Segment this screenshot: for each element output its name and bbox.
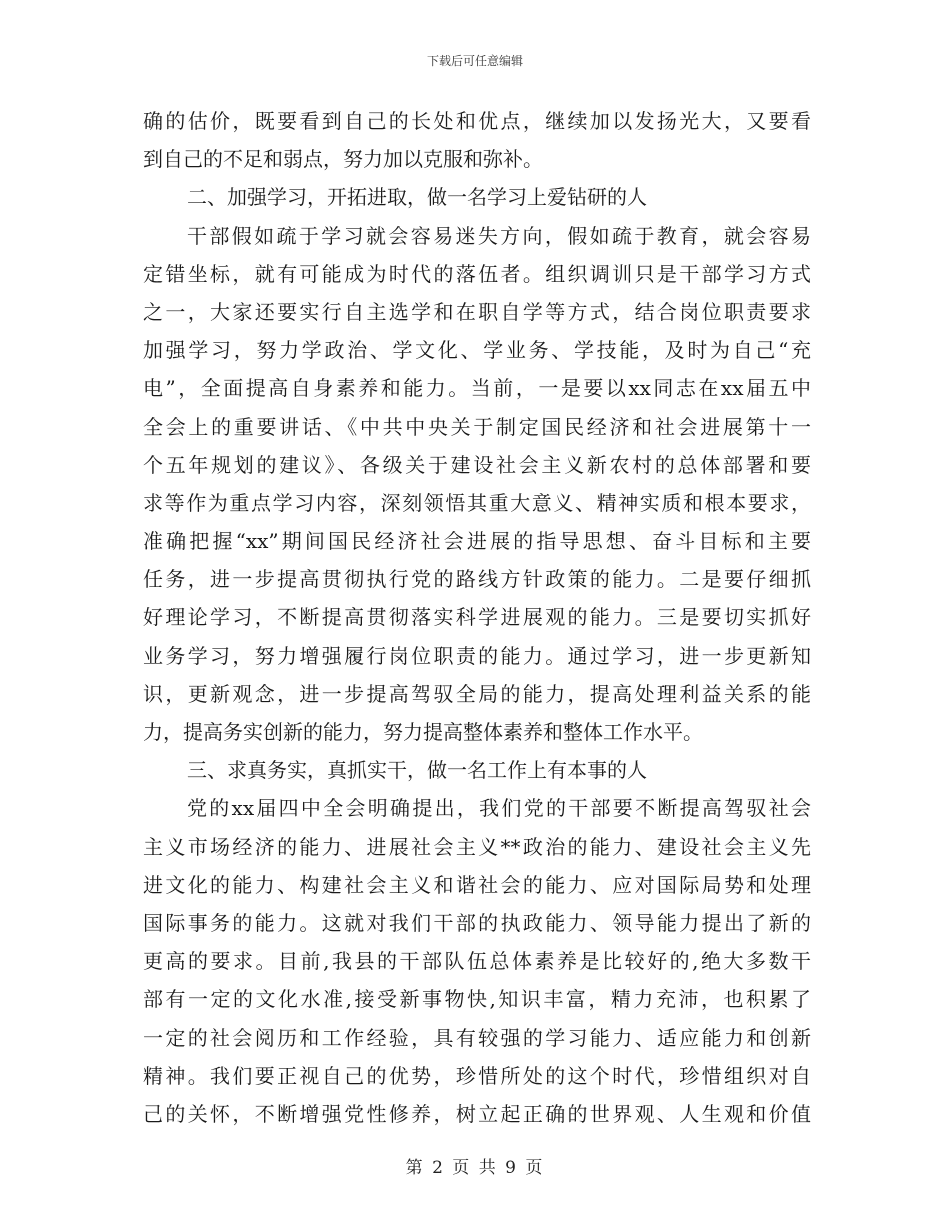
- paragraph-line: 己的关怀，不断增强党性修养，树立起正确的世界观、人生观和价值: [143, 1101, 811, 1126]
- paragraph-line: 一定的社会阅历和工作经验，具有较强的学习能力、适应能力和创新: [143, 1025, 811, 1050]
- paragraph-line: 党的xx届四中全会明确提出，我们党的干部要不断提高驾驭社会: [187, 796, 811, 821]
- paragraph-line: 干部假如疏于学习就会容易迷失方向，假如疏于教育，就会容易: [187, 223, 811, 248]
- paragraph-line: 进文化的能力、构建社会主义和谐社会的能力、应对国际局势和处理: [143, 872, 811, 897]
- paragraph-line: 精神。我们要正视自己的优势，珍惜所处的这个时代，珍惜组织对自: [143, 1063, 811, 1088]
- paragraph-line: 个五年规划的建议》、各级关于建设社会主义新农村的总体部署和要: [143, 452, 811, 477]
- paragraph-line: 识，更新观念，进一步提高驾驭全局的能力，提高处理利益关系的能: [143, 681, 811, 706]
- paragraph-line: 电”，全面提高自身素养和能力。当前，一是要以xx同志在xx届五中: [143, 376, 811, 401]
- paragraph-line: 国际事务的能力。这就对我们干部的执政能力、领导能力提出了新的: [143, 910, 811, 935]
- paragraph-line: 到自己的不足和弱点，努力加以克服和弥补。: [143, 147, 543, 172]
- page-number-footer: 第 2 页 共 9 页: [405, 1158, 545, 1178]
- paragraph-line: 力，提高务实创新的能力，努力提高整体素养和整体工作水平。: [143, 720, 703, 744]
- paragraph-line: 求等作为重点学习内容，深刻领悟其重大意义、精神实质和根本要求，: [143, 490, 811, 515]
- section-heading: 二、加强学习，开拓进取，做一名学习上爱钻研的人: [187, 185, 647, 210]
- paragraph-line: 更高的要求。目前,我县的干部队伍总体素养是比较好的,绝大多数干: [143, 949, 811, 974]
- paragraph-line: 加强学习，努力学政治、学文化、学业务、学技能，及时为自己“充: [143, 338, 811, 363]
- paragraph-line: 确的估价，既要看到自己的长处和优点，继续加以发扬光大，又要看: [143, 109, 811, 133]
- section-heading: 三、求真务实，真抓实干，做一名工作上有本事的人: [187, 758, 647, 783]
- paragraph-line: 全会上的重要讲话、《中共中央关于制定国民经济和社会进展第十一: [143, 414, 811, 439]
- paragraph-line: 主义市场经济的能力、进展社会主义**政治的能力、建设社会主义先: [143, 834, 811, 859]
- paragraph-line: 准确把握“xx”期间国民经济社会进展的指导思想、奋斗目标和主要: [143, 529, 811, 554]
- paragraph-line: 任务，进一步提高贯彻执行党的路线方针政策的能力。二是要仔细抓: [143, 567, 811, 592]
- paragraph-line: 定错坐标，就有可能成为时代的落伍者。组织调训只是干部学习方式: [143, 261, 811, 286]
- header-note: 下载后可任意编辑: [426, 54, 523, 68]
- paragraph-line: 部有一定的文化水准,接受新事物快,知识丰富，精力充沛，也积累了: [143, 987, 811, 1012]
- paragraph-line: 业务学习，努力增强履行岗位职责的能力。通过学习，进一步更新知: [143, 643, 811, 668]
- paragraph-line: 好理论学习，不断提高贯彻落实科学进展观的能力。三是要切实抓好: [143, 605, 811, 630]
- paragraph-line: 之一，大家还要实行自主选学和在职自学等方式，结合岗位职责要求: [143, 299, 811, 324]
- document-body: [143, 102, 811, 1133]
